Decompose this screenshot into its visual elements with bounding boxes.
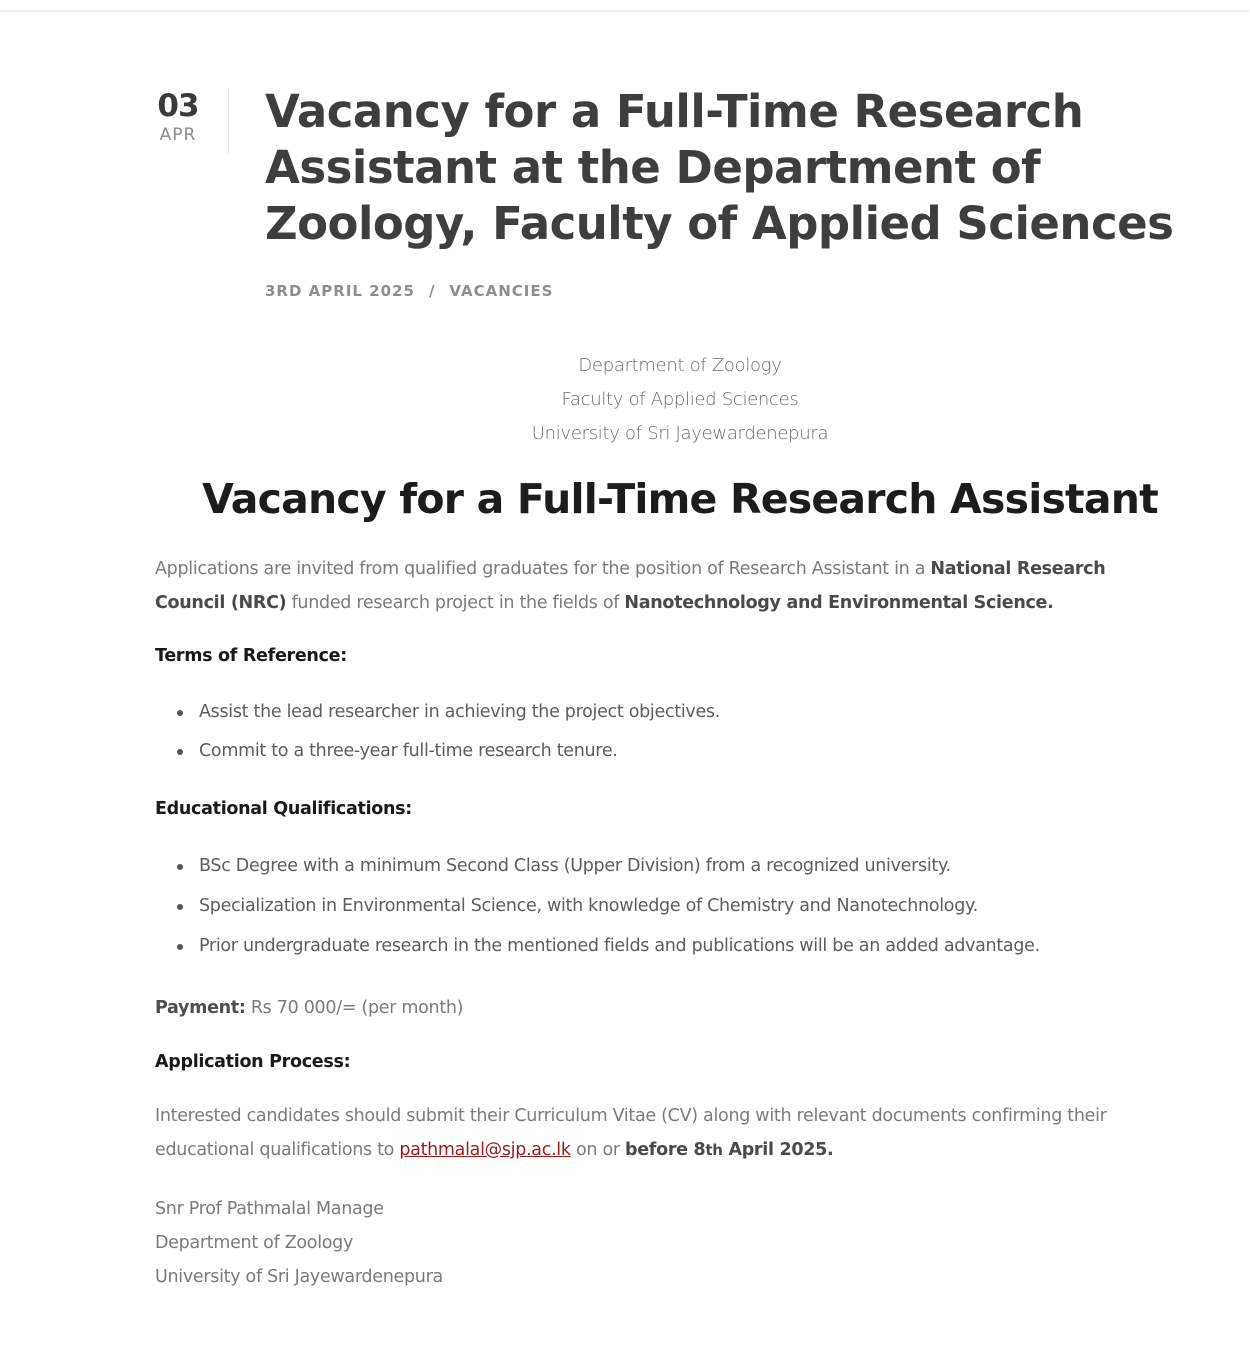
- category-link-vacancies[interactable]: VACANCIES: [449, 282, 554, 300]
- list-item: Specialization in Environmental Science, with knowledge of Chemistry and Nanotechnology.: [177, 894, 1040, 918]
- application-text: Interested candidates should submit their Curriculum Vitae (CV) along with relevant documents confirming their educational qualifications to: [155, 1106, 1107, 1160]
- deadline-text: April 2025.: [722, 1140, 834, 1160]
- signature-block: [155, 1192, 443, 1294]
- terms-heading: Terms of Reference:: [155, 646, 347, 666]
- top-header-bar: [0, 0, 1250, 10]
- intro-paragraph: [155, 552, 1165, 620]
- deadline: [625, 1140, 833, 1160]
- list-item: BSc Degree with a minimum Second Class (Upper Division) from a recognized university.: [177, 854, 1040, 878]
- department-header-block: [380, 349, 980, 451]
- meta-separator: /: [428, 282, 436, 300]
- application-text: on or: [570, 1140, 626, 1160]
- list-item: Commit to a three-year full-time research tenure.: [177, 739, 720, 763]
- signature-university: University of Sri Jayewardenepura: [155, 1267, 443, 1287]
- list-item: Assist the lead researcher in achieving the project objectives.: [177, 700, 720, 724]
- post-date-badge: [150, 88, 229, 154]
- terms-list: [177, 700, 720, 778]
- post-meta: [265, 281, 553, 301]
- education-list: [177, 854, 1040, 974]
- faculty-line: Faculty of Applied Sciences: [561, 389, 799, 410]
- deadline-text: before 8: [625, 1140, 706, 1160]
- department-line: Department of Zoology: [578, 355, 782, 376]
- intro-text: Applications are invited from qualified graduates for the position of Research Assistant in a: [155, 559, 931, 579]
- intro-bold-nrc: National Research Council (NRC): [155, 559, 1106, 613]
- intro-text: funded research project in the fields of: [286, 593, 625, 613]
- payment-label: Payment:: [155, 998, 246, 1018]
- university-line: University of Sri Jayewardenepura: [531, 423, 829, 444]
- list-item: Prior undergraduate research in the mentioned fields and publications will be an added advantage.: [177, 934, 1040, 958]
- deadline-ordinal: th: [705, 1141, 723, 1159]
- post-date-month: APR: [159, 125, 197, 145]
- education-heading: Educational Qualifications:: [155, 799, 412, 819]
- payment-value: Rs 70 000/= (per month): [245, 998, 464, 1018]
- post-meta-date: 3RD APRIL 2025: [265, 282, 415, 300]
- email-link[interactable]: pathmalal@sjp.ac.lk: [399, 1140, 571, 1160]
- post-date-day: 03: [157, 88, 199, 124]
- payment-line: [155, 996, 463, 1020]
- post-content: [155, 552, 1165, 1287]
- intro-bold-fields: Nanotechnology and Environmental Science.: [624, 593, 1054, 613]
- signature-department: Department of Zoology: [155, 1233, 354, 1253]
- vacancy-heading: Vacancy for a Full-Time Research Assistant: [202, 475, 1158, 523]
- post-title: Vacancy for a Full-Time Research Assistant at the Department of Zoology, Faculty of Applied Sciences: [265, 85, 1174, 250]
- signature-name: Snr Prof Pathmalal Manage: [155, 1199, 384, 1219]
- application-paragraph: [155, 1099, 1165, 1167]
- application-heading: Application Process:: [155, 1052, 351, 1072]
